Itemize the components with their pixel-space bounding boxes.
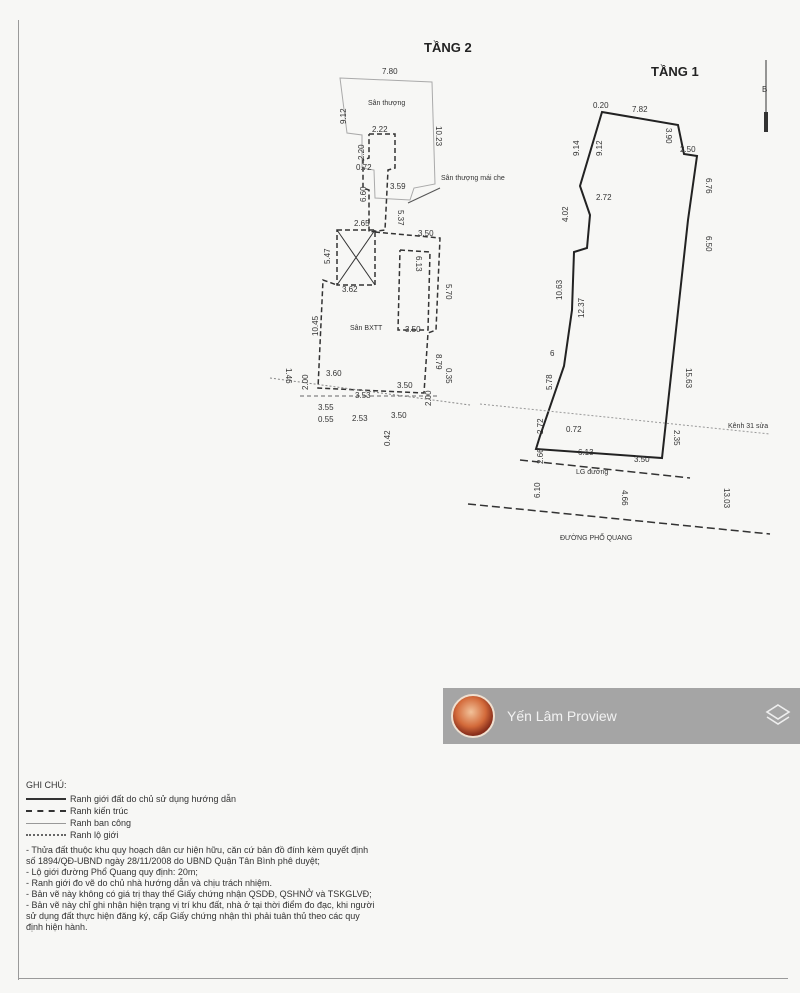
- note-line: số 1894/QĐ-UBND ngày 28/11/2008 do UBND Quận Tân Bình phê duyệt;: [26, 856, 320, 866]
- svg-text:5.70: 5.70: [444, 284, 453, 300]
- dotted-line-symbol: [26, 834, 66, 836]
- svg-text:12.37: 12.37: [577, 297, 586, 318]
- svg-text:2.20: 2.20: [357, 144, 366, 160]
- floor1-title: TẦNG 1: [651, 64, 699, 79]
- svg-text:6: 6: [550, 349, 555, 358]
- svg-text:Sân thượng mái che: Sân thượng mái che: [441, 175, 505, 182]
- floor1-dimensions: [533, 101, 731, 509]
- note-line: sử dụng đất thực hiện đăng ký, cấp Giấy chứng nhận thì phải tuân thủ theo các quy: [26, 911, 360, 921]
- svg-text:2.50: 2.50: [680, 145, 696, 154]
- svg-text:0.35: 0.35: [444, 368, 453, 384]
- svg-text:2.22: 2.22: [372, 125, 388, 134]
- svg-text:3.62: 3.62: [342, 285, 358, 294]
- floor2-title: TẦNG 2: [424, 40, 472, 55]
- svg-text:0.42: 0.42: [383, 430, 392, 446]
- svg-text:9.14: 9.14: [572, 140, 581, 156]
- svg-text:3.90: 3.90: [664, 128, 673, 144]
- svg-text:2.66: 2.66: [536, 448, 545, 464]
- svg-text:15.63: 15.63: [684, 368, 693, 389]
- svg-text:3.53: 3.53: [355, 391, 371, 400]
- svg-text:10.23: 10.23: [434, 126, 443, 147]
- legend-item: Ranh kiến trúc: [26, 805, 546, 817]
- notes-heading: GHI CHÚ:: [26, 780, 67, 790]
- svg-text:Sân thượng: Sân thượng: [368, 100, 406, 107]
- svg-text:9.12: 9.12: [595, 140, 604, 156]
- svg-text:5.37: 5.37: [396, 210, 405, 226]
- avatar: [451, 694, 495, 738]
- svg-text:5.78: 5.78: [545, 374, 554, 390]
- notes-section: [26, 780, 546, 933]
- note-line: - Bản vẽ này không có giá trị thay thế Giấy chứng nhận QSDĐ, QSHNỞ và TSKGLVĐ;: [26, 889, 372, 899]
- svg-text:2.72: 2.72: [596, 193, 612, 202]
- note-line: - Bản vẽ này chỉ ghi nhận hiện trạng vị trí khu đất, nhà ở tại thời điểm đo đạc, khi người: [26, 900, 375, 910]
- floor1-plan: [468, 112, 770, 534]
- svg-text:3.55: 3.55: [318, 403, 334, 412]
- svg-text:3.50: 3.50: [634, 455, 650, 464]
- svg-text:2.00: 2.00: [424, 390, 433, 406]
- svg-text:6.13: 6.13: [578, 448, 594, 457]
- svg-text:3.50: 3.50: [418, 229, 434, 238]
- svg-text:3.50: 3.50: [405, 325, 421, 334]
- legend-item: Ranh giới đất do chủ sử dụng hướng dẫn: [26, 793, 546, 805]
- note-line: - Ranh giới đo vẽ do chủ nhà hướng dẫn và chịu trách nhiệm.: [26, 878, 272, 888]
- svg-text:3.50: 3.50: [397, 381, 413, 390]
- svg-text:3.60: 3.60: [326, 369, 342, 378]
- note-line: định hiện hành.: [26, 922, 88, 932]
- svg-text:10.63: 10.63: [555, 279, 564, 300]
- svg-text:2.72: 2.72: [536, 418, 545, 434]
- svg-text:Kênh 31 sửa: Kênh 31 sửa: [728, 423, 769, 430]
- svg-text:7.80: 7.80: [382, 67, 398, 76]
- svg-text:6.50: 6.50: [704, 236, 713, 252]
- svg-text:6.76: 6.76: [704, 178, 713, 194]
- floor2-labels: [350, 100, 505, 332]
- note-line: - Lộ giới đường Phổ Quang quy định: 20m;: [26, 867, 198, 877]
- svg-text:6.60: 6.60: [359, 186, 368, 202]
- thin-line-symbol: [26, 823, 66, 824]
- svg-text:3.50: 3.50: [391, 411, 407, 420]
- north-label: B: [762, 85, 768, 94]
- svg-text:9.12: 9.12: [339, 108, 348, 124]
- floor2-dimensions: [284, 67, 453, 446]
- legend-item: Ranh ban công: [26, 817, 546, 829]
- legend-item: Ranh lộ giới: [26, 829, 546, 841]
- svg-text:LG đường: LG đường: [576, 469, 609, 476]
- svg-text:6.13: 6.13: [414, 256, 423, 272]
- svg-text:6.10: 6.10: [533, 482, 542, 498]
- layers-icon: [764, 702, 792, 730]
- svg-text:8.79: 8.79: [434, 354, 443, 370]
- svg-text:2.53: 2.53: [352, 414, 368, 423]
- svg-text:2.65: 2.65: [354, 219, 370, 228]
- north-arrow-icon: [762, 60, 768, 132]
- svg-text:4.02: 4.02: [561, 206, 570, 222]
- svg-text:0.72: 0.72: [356, 163, 372, 172]
- dashed-line-symbol: [26, 810, 66, 812]
- svg-text:0.72: 0.72: [566, 425, 582, 434]
- svg-text:4.66: 4.66: [620, 490, 629, 506]
- svg-text:Sân BXTT: Sân BXTT: [350, 325, 383, 332]
- solid-line-symbol: [26, 798, 66, 800]
- svg-text:13.03: 13.03: [722, 488, 731, 509]
- svg-text:0.55: 0.55: [318, 415, 334, 424]
- note-line: - Thửa đất thuộc khu quy hoạch dân cư hiện hữu, căn cứ bản đồ đính kèm quyết định: [26, 845, 369, 855]
- svg-text:7.82: 7.82: [632, 105, 648, 114]
- svg-text:ĐƯỜNG PHỔ QUANG: ĐƯỜNG PHỔ QUANG: [560, 535, 633, 542]
- svg-text:0.20: 0.20: [593, 101, 609, 110]
- svg-text:5.47: 5.47: [323, 248, 332, 264]
- svg-text:1.46: 1.46: [284, 368, 293, 384]
- svg-text:2.00: 2.00: [301, 374, 310, 390]
- svg-text:10.45: 10.45: [311, 315, 320, 336]
- watermark-text: Yến Lâm Proview: [507, 708, 617, 724]
- svg-text:3.59: 3.59: [390, 182, 406, 191]
- watermark-banner: [443, 688, 800, 744]
- svg-text:2.35: 2.35: [672, 430, 681, 446]
